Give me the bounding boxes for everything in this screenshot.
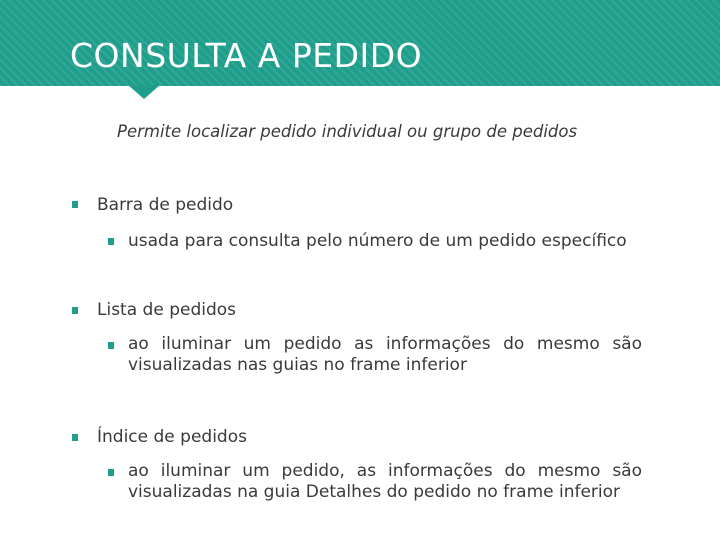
page-title: CONSULTA A PEDIDO (70, 36, 423, 75)
square-bullet-icon (72, 307, 78, 314)
sub-bullet-text: ao iluminar um pedido as informações do mesmo são visualizadas nas guias no frame inferior (128, 334, 642, 375)
sub-bullet-text: ao iluminar um pedido, as informações do mesmo são visualizadas na guia Detalhes do pedido no frame inferior (128, 461, 642, 502)
square-bullet-icon (72, 201, 78, 208)
square-bullet-icon (108, 469, 114, 476)
square-bullet-icon (108, 342, 114, 349)
bullet-label: Índice de pedidos (97, 427, 247, 447)
bullet-label: Lista de pedidos (97, 300, 237, 320)
square-bullet-icon (108, 238, 114, 245)
title-banner (0, 0, 720, 86)
square-bullet-icon (72, 434, 78, 441)
page-subtitle: Permite localizar pedido individual ou grupo de pedidos (117, 122, 578, 141)
bullet-label: Barra de pedido (97, 195, 234, 215)
banner-notch (128, 85, 160, 99)
sub-bullet-text: usada para consulta pelo número de um pedido específico (128, 231, 627, 251)
